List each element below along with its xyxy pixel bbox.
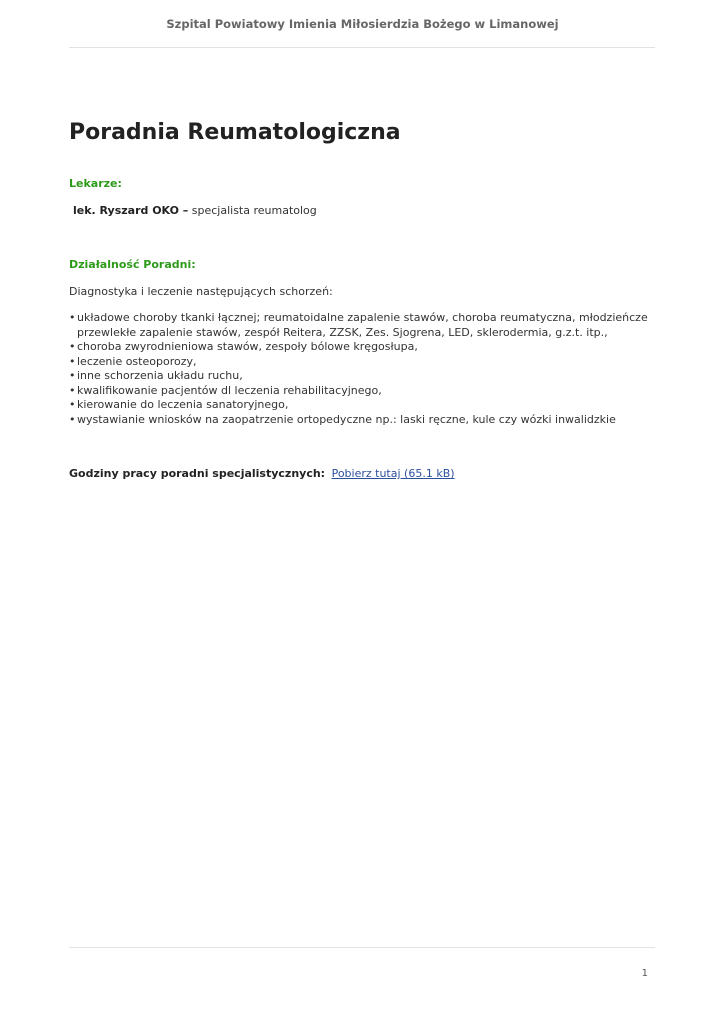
doctor-name: lek. Ryszard OKO – xyxy=(73,204,189,217)
list-item: • inne schorzenia układu ruchu, xyxy=(69,369,659,384)
activity-heading: Działalność Poradni: xyxy=(69,258,196,271)
office-hours xyxy=(69,467,455,480)
page-title: Poradnia Reumatologiczna xyxy=(69,120,401,145)
header-divider xyxy=(69,47,655,48)
list-item: • wystawianie wniosków na zaopatrzenie ortopedyczne np.: laski ręczne, kule czy wózki inwalidzkie xyxy=(69,413,659,428)
list-item: • leczenie osteoporozy, xyxy=(69,355,659,370)
footer-divider xyxy=(69,947,655,948)
document-header: Szpital Powiatowy Imienia Miłosierdzia Bożego w Limanowej xyxy=(166,17,559,31)
doctors-heading: Lekarze: xyxy=(69,177,122,190)
list-item: • kwalifikowanie pacjentów dl leczenia rehabilitacyjnego, xyxy=(69,384,659,399)
download-hours-link[interactable]: Pobierz tutaj (65.1 kB) xyxy=(331,467,455,480)
list-item: • choroba zwyrodnieniowa stawów, zespoły bólowe kręgosłupa, xyxy=(69,340,659,355)
list-item: • układowe choroby tkanki łącznej; reumatoidalne zapalenie stawów, choroba reumatyczna, młodzieńcze przewlekłe zapalenie stawów, zespół Reitera, ZZSK, Zes. Sjogrena, LED, sklerodermia, g.z.t. itp., xyxy=(69,311,659,340)
doctor-role: specjalista reumatolog xyxy=(191,204,317,217)
activity-intro: Diagnostyka i leczenie następujących schorzeń: xyxy=(69,285,333,298)
doctor-entry xyxy=(73,204,317,217)
office-hours-label: Godziny pracy poradni specjalistycznych: xyxy=(69,467,326,480)
conditions-list xyxy=(69,311,659,427)
page-number: 1 xyxy=(641,968,648,979)
list-item: • kierowanie do leczenia sanatoryjnego, xyxy=(69,398,659,413)
